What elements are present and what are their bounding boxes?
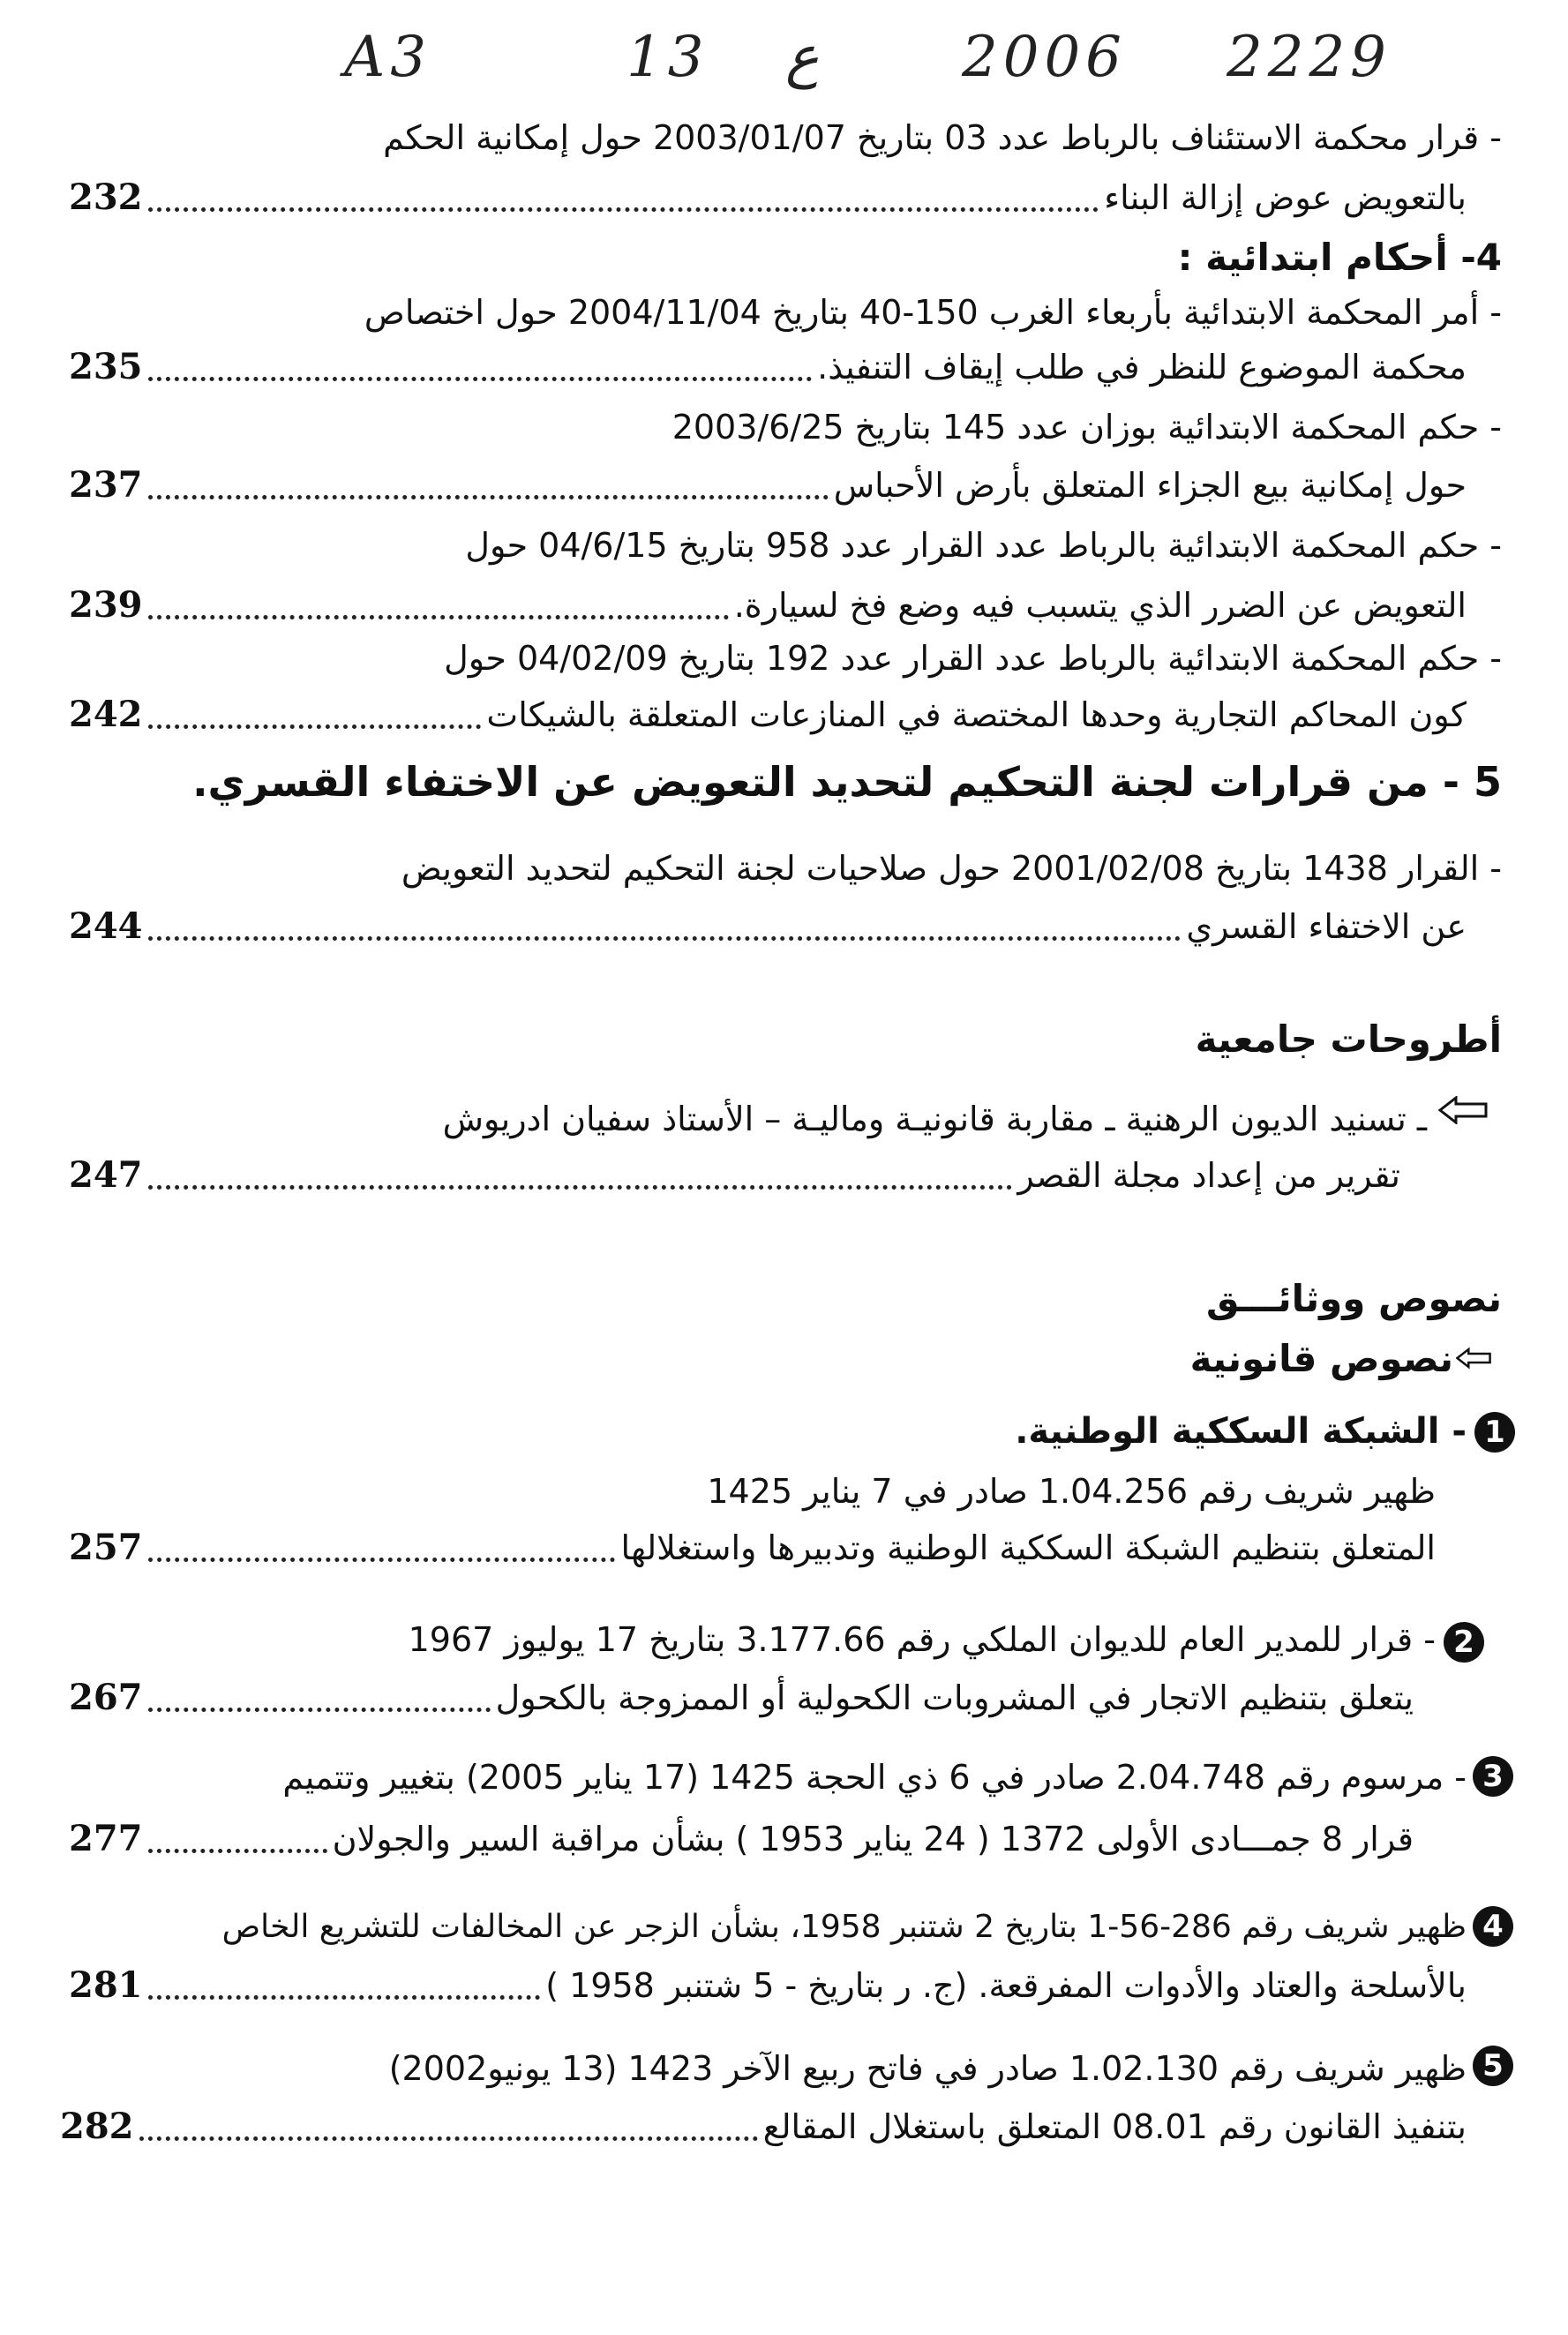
handwritten-code-a: A3 bbox=[344, 25, 431, 90]
subsection-heading-legal: نصوص قانونية bbox=[1189, 1337, 1453, 1380]
number-circle-icon: 2 bbox=[1444, 1622, 1484, 1663]
leader-dots bbox=[148, 725, 482, 729]
page-number: 239 bbox=[69, 584, 143, 626]
number-circle-icon: 3 bbox=[1473, 1756, 1513, 1797]
toc-entry-line: ظهير شريف رقم 1.04.256 صادر في 7 يناير 1425 bbox=[707, 1472, 1436, 1511]
leader-dots bbox=[148, 495, 829, 499]
section-heading-texts: نصوص ووثائـــق bbox=[1205, 1277, 1502, 1320]
page-number: 242 bbox=[69, 694, 143, 735]
toc-entry-text: بالأسلحة والعتاد والأدوات المفرقعة. (ج. ر بتاريخ - 5 شتنبر 1958 ) bbox=[545, 1966, 1467, 2005]
toc-entry-end bbox=[62, 173, 1502, 222]
toc-entry-line: ـ تسنيد الديون الرهنية ـ مقاربة قانونيـة وماليـة – الأستاذ سفيان ادريوش bbox=[442, 1100, 1427, 1138]
page-number: 282 bbox=[60, 2106, 134, 2147]
hollow-arrow-left-icon bbox=[1456, 1347, 1491, 1370]
page-number: 237 bbox=[69, 464, 143, 506]
toc-entry-text: حول إمكانية بيع الجزاء المتعلق بأرض الأحباس bbox=[833, 466, 1467, 505]
toc-entry-text: المتعلق بتنظيم الشبكة السككية الوطنية وتدبيرها واستغلالها bbox=[620, 1528, 1436, 1567]
toc-entry-text: كون المحاكم التجارية وحدها المختصة في المنازعات المتعلقة بالشيكات bbox=[486, 695, 1467, 734]
leader-dots bbox=[139, 2136, 758, 2141]
section-heading-theses: أطروحات جامعية bbox=[1195, 1017, 1502, 1061]
page-number: 277 bbox=[69, 1818, 143, 1859]
toc-entry-line: - حكم المحكمة الابتدائية بالرباط عدد القرار عدد 958 بتاريخ 04/6/15 حول bbox=[465, 526, 1502, 565]
page-number: 244 bbox=[69, 905, 143, 947]
handwritten-code-b: 13 bbox=[626, 25, 709, 90]
number-circle-icon: 5 bbox=[1473, 2046, 1513, 2086]
leader-dots bbox=[148, 1849, 327, 1853]
handwritten-annotation bbox=[344, 25, 1403, 104]
number-circle-icon: 1 bbox=[1474, 1412, 1515, 1453]
toc-entry-text: قرار 8 جمـــادى الأولى 1372 ( 24 يناير 1953 ) بشأن مراقبة السير والجولان bbox=[332, 1820, 1414, 1858]
leader-dots bbox=[148, 1995, 541, 2000]
page-number: 235 bbox=[69, 346, 143, 387]
number-circle-icon: 4 bbox=[1473, 1906, 1513, 1947]
page-number: 247 bbox=[69, 1154, 143, 1196]
page-number: 267 bbox=[69, 1677, 143, 1718]
toc-entry-end bbox=[62, 690, 1502, 740]
section-heading-5: 5 - من قرارات لجنة التحكيم لتحديد التعويض عن الاختفاء القسري. bbox=[192, 758, 1502, 806]
page-number: 281 bbox=[69, 1964, 143, 2006]
page-number: 232 bbox=[69, 176, 143, 218]
toc-entry-end bbox=[62, 1151, 1427, 1200]
toc-entry-text: بتنفيذ القانون رقم 08.01 المتعلق باستغلال المقالع bbox=[762, 2107, 1467, 2146]
toc-entry-line: - قرار محكمة الاستئناف بالرباط عدد 03 بتاريخ 2003/01/07 حول إمكانية الحكم bbox=[383, 118, 1502, 157]
hollow-arrow-left-icon bbox=[1438, 1096, 1488, 1124]
leader-dots bbox=[148, 615, 729, 619]
section-heading-4: 4- أحكام ابتدائية : bbox=[1177, 236, 1502, 279]
legal-entry-title: - الشبكة السككية الوطنية. bbox=[1015, 1411, 1467, 1452]
handwritten-number: 2229 bbox=[1227, 25, 1392, 90]
toc-entry-line: - مرسوم رقم 2.04.748 صادر في 6 ذي الحجة 1425 (17 يناير 2005) بتغيير وتتميم bbox=[282, 1758, 1467, 1797]
toc-entry-text: تقرير من إعداد مجلة القصر bbox=[1017, 1156, 1400, 1195]
toc-entry-text: عن الاختفاء القسري bbox=[1186, 907, 1467, 946]
toc-entry-end bbox=[62, 1961, 1467, 2010]
toc-entry-text: يتعلق بتنظيم الاتجار في المشروبات الكحولية أو الممزوجة بالكحول bbox=[495, 1678, 1414, 1717]
leader-dots bbox=[148, 936, 1182, 941]
toc-entry-end bbox=[62, 1814, 1436, 1864]
toc-entry-text: محكمة الموضوع للنظر في طلب إيقاف التنفيذ. bbox=[817, 348, 1467, 387]
leader-dots bbox=[148, 1708, 491, 1712]
toc-entry-end bbox=[62, 1673, 1436, 1723]
toc-entry-end bbox=[53, 2102, 1467, 2151]
leader-dots bbox=[148, 377, 813, 381]
leader-dots bbox=[148, 1185, 1013, 1190]
page-number: 257 bbox=[69, 1527, 143, 1568]
toc-entry-line: - حكم المحكمة الابتدائية بالرباط عدد القرار عدد 192 بتاريخ 04/02/09 حول bbox=[444, 639, 1502, 678]
toc-entry-line: ظهير شريف رقم 1.02.130 صادر في فاتح ربيع الآخر 1423 (13 يونيو2002) bbox=[388, 2049, 1467, 2088]
toc-entry-text: التعويض عن الضرر الذي يتسبب فيه وضع فخ لسيارة. bbox=[733, 586, 1467, 625]
toc-entry-line: ظهير شريف رقم 286-56-1 بتاريخ 2 شتنبر 1958، بشأن الزجر عن المخالفات للتشريع الخاص bbox=[221, 1909, 1467, 1945]
toc-entry-end bbox=[62, 342, 1502, 392]
leader-dots bbox=[148, 1558, 616, 1562]
handwritten-code-c: ع bbox=[785, 25, 820, 90]
toc-entry-end bbox=[62, 1523, 1436, 1573]
toc-entry-line: - حكم المحكمة الابتدائية بوزان عدد 145 بتاريخ 2003/6/25 bbox=[671, 408, 1502, 447]
toc-entry-line: - أمر المحكمة الابتدائية بأربعاء الغرب 150-40 بتاريخ 2004/11/04 حول اختصاص bbox=[364, 293, 1502, 332]
toc-entry-end bbox=[62, 461, 1502, 510]
toc-entry-line: - القرار 1438 بتاريخ 2001/02/08 حول صلاحيات لجنة التحكيم لتحديد التعويض bbox=[401, 849, 1502, 888]
toc-entry-end bbox=[62, 581, 1502, 630]
toc-entry-text: بالتعويض عوض إزالة البناء bbox=[1104, 178, 1467, 217]
handwritten-year: 2006 bbox=[962, 25, 1127, 90]
toc-entry-end bbox=[62, 902, 1502, 951]
toc-entry-line: - قرار للمدير العام للديوان الملكي رقم 3.177.66 بتاريخ 17 يوليوز 1967 bbox=[408, 1620, 1436, 1659]
leader-dots bbox=[148, 207, 1099, 212]
